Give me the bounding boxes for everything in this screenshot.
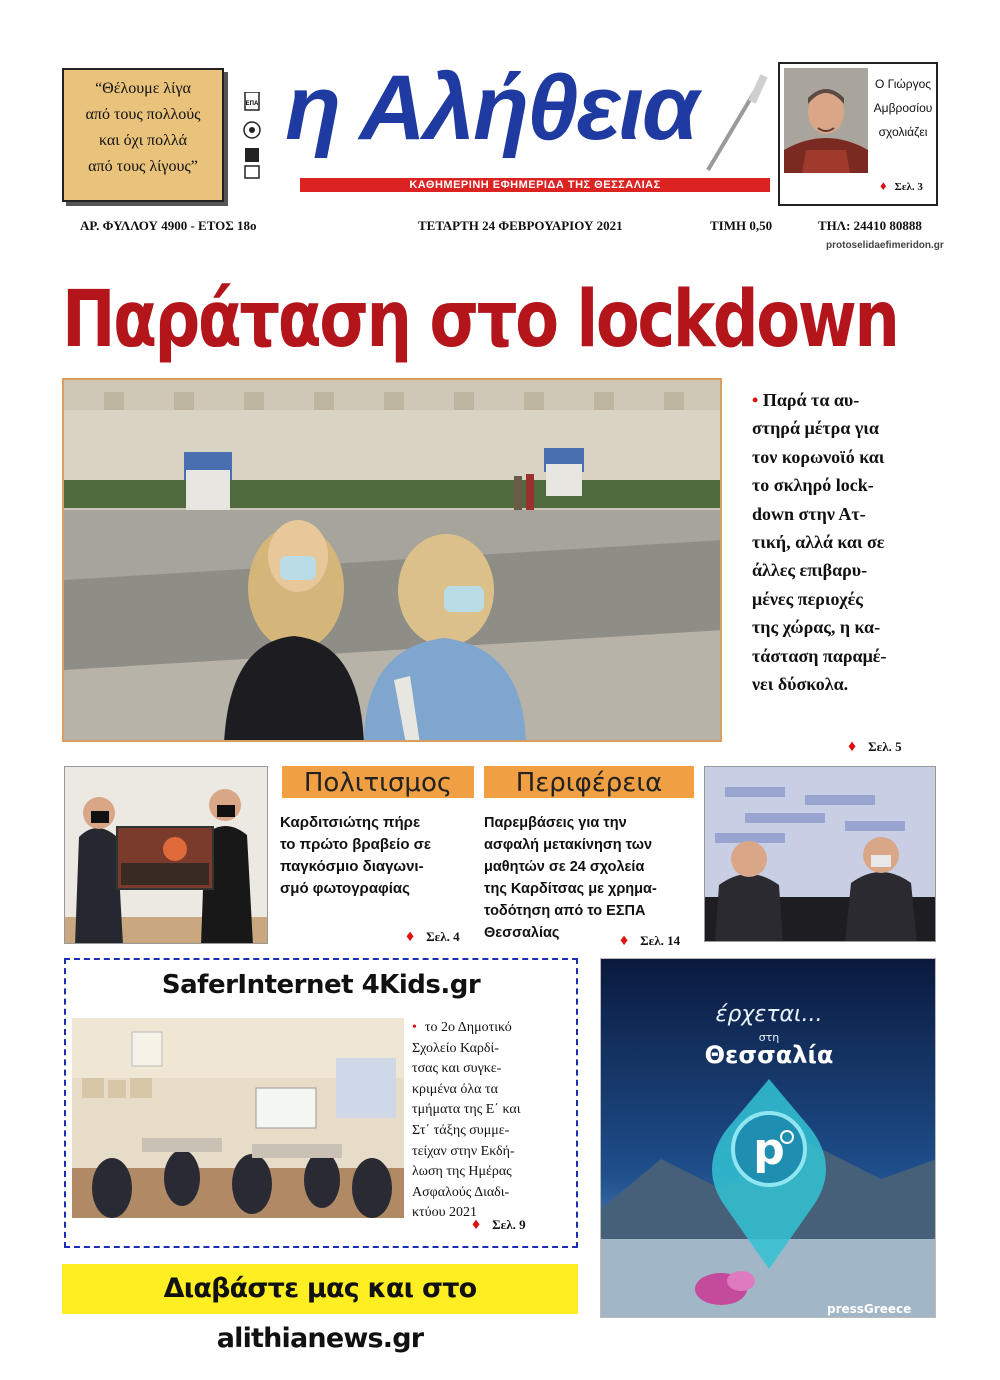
- diamond-icon: ♦: [880, 178, 887, 193]
- culture-line: Καρδιτσιώτης πήρε: [280, 814, 421, 831]
- safer-line: κριμένα όλα τα: [412, 1081, 498, 1097]
- website-banner[interactable]: Διαβάστε μας και στο alithianews.gr: [62, 1264, 578, 1314]
- region-line: μαθητών σε 24 σχολεία: [484, 859, 645, 875]
- region-photo[interactable]: [704, 766, 936, 942]
- bullet-icon: •: [752, 390, 763, 410]
- safer-line: Στ΄ τάξης συμμε-: [412, 1122, 510, 1138]
- tag-region[interactable]: Περιφέρεια: [484, 766, 694, 798]
- issue-date: ΤΕΤΑΡΤΗ 24 ΦΕΒΡΟΥΑΡΙΟΥ 2021: [418, 218, 623, 233]
- issue-phone: ΤΗΛ: 24410 80888: [818, 218, 922, 233]
- lead-line: τάσταση παραμέ-: [752, 645, 887, 666]
- lead-page-ref[interactable]: ♦ Σελ. 5: [848, 738, 902, 755]
- columnist-photo: [784, 68, 868, 173]
- region-line: ασφαλή μετακίνηση των: [484, 837, 653, 853]
- region-story[interactable]: [484, 812, 696, 944]
- lead-line: στηρά μέτρα για: [752, 418, 879, 439]
- motto-line: “Θέλουμε λίγα: [95, 80, 191, 97]
- safer-line: τμήματα της Ε΄ και: [412, 1102, 521, 1118]
- region-line: τοδότηση από το ΕΣΠΑ: [484, 903, 646, 919]
- columnist-caption: [872, 72, 934, 144]
- culture-line: το πρώτο βραβείο σε: [280, 836, 432, 853]
- lead-story[interactable]: [752, 386, 940, 698]
- lead-line: τική, αλλά και σε: [752, 532, 885, 553]
- diamond-icon: ♦: [406, 928, 415, 945]
- ekt-label: ΕΠΑ: [245, 101, 259, 107]
- motto-line: και όχι πολλά: [99, 132, 187, 149]
- diamond-icon: ♦: [848, 738, 857, 755]
- main-photo[interactable]: [62, 378, 722, 742]
- safer-title: SaferInternet 4Kids.gr: [161, 970, 481, 1000]
- columnist-line: Ο Γιώργος: [874, 77, 932, 91]
- culture-line: παγκόσμιο διαγωνι-: [280, 858, 424, 875]
- tag-culture[interactable]: Πολιτισμος: [282, 766, 474, 798]
- bullet-icon: •: [412, 1020, 417, 1035]
- masthead-title: η Αλήθεια: [285, 57, 698, 159]
- safer-line: το 2ο Δημοτικό: [424, 1020, 512, 1035]
- issue-price: ΤΙΜΗ 0,50: [710, 218, 773, 233]
- motto-line: από τους λίγους”: [88, 158, 198, 175]
- safer-line: κτύου 2021: [412, 1205, 478, 1221]
- culture-story[interactable]: [280, 812, 476, 900]
- ekt-seal-icon: [242, 92, 262, 182]
- lead-line: το σκληρό lock-: [752, 475, 874, 496]
- lead-line: μένες περιοχές: [752, 588, 863, 609]
- safer-line: τσας και συγκε-: [412, 1061, 502, 1077]
- classroom-photo: [72, 1018, 404, 1218]
- culture-photo[interactable]: [64, 766, 268, 944]
- ad-line2: στη: [758, 1031, 780, 1044]
- columnist-line: σχολιάζει: [878, 125, 928, 139]
- region-line: Παρεμβάσεις για την: [484, 815, 627, 831]
- region-line: της Καρδίτσας με χρημα-: [484, 881, 657, 897]
- quill-icon: [690, 70, 770, 180]
- main-headline[interactable]: Παράταση στο lockdown: [62, 275, 898, 365]
- columnist-page-ref: ♦ Σελ. 3: [880, 178, 923, 193]
- masthead-subtitle: ΚΑΘΗΜΕΡΙΝΗ ΕΦΗΜΕΡΙΔΑ ΤΗΣ ΘΕΣΣΑΛΙΑΣ: [300, 178, 770, 192]
- safer-page-ref[interactable]: ♦ Σελ. 9: [472, 1216, 526, 1233]
- ad-line1: έρχεται...: [715, 1002, 823, 1027]
- pressgreece-ad[interactable]: [600, 958, 936, 1318]
- safer-line: Σχολείο Καρδί-: [412, 1040, 499, 1056]
- lead-line: τον κορωνοϊό και: [752, 446, 885, 467]
- issue-number: ΑΡ. ΦΥΛΛΟΥ 4900 - ΕΤΟΣ 18ο: [80, 218, 257, 233]
- culture-page-ref[interactable]: ♦ Σελ. 4: [406, 928, 460, 945]
- lead-line: down στην Ατ-: [752, 503, 866, 524]
- motto-line: από τους πολλούς: [85, 106, 201, 123]
- motto-box: [62, 68, 224, 202]
- svg-text:p: p: [753, 1124, 785, 1175]
- region-line: Θεσσαλίας: [484, 925, 560, 941]
- columnist-line: Αμβροσίου: [873, 101, 933, 115]
- safer-story: [412, 1018, 560, 1224]
- safer-internet-box[interactable]: [64, 958, 578, 1248]
- diamond-icon: ♦: [620, 932, 629, 949]
- safer-line: Ασφαλούς Διαδι-: [412, 1184, 510, 1200]
- ad-brand: pressGreece: [827, 1302, 912, 1316]
- lead-line: άλλες επιβαρυ-: [752, 560, 868, 581]
- safer-line: λωση της Ημέρας: [412, 1164, 512, 1180]
- source-site: protoselidaefimeridon.gr: [826, 240, 944, 251]
- ad-line3: Θεσσαλία: [704, 1041, 834, 1069]
- lead-line: νει δύσκολα.: [752, 674, 849, 695]
- columnist-box[interactable]: [778, 62, 938, 206]
- region-page-ref[interactable]: ♦ Σελ. 14: [620, 932, 681, 949]
- lead-line: της χώρας, η κα-: [752, 617, 881, 638]
- safer-line: τείχαν στην Εκδή-: [412, 1143, 515, 1159]
- culture-line: σμό φωτογραφίας: [280, 880, 410, 897]
- diamond-icon: ♦: [472, 1216, 481, 1233]
- lead-line: • Παρά τα αυ-: [752, 390, 860, 410]
